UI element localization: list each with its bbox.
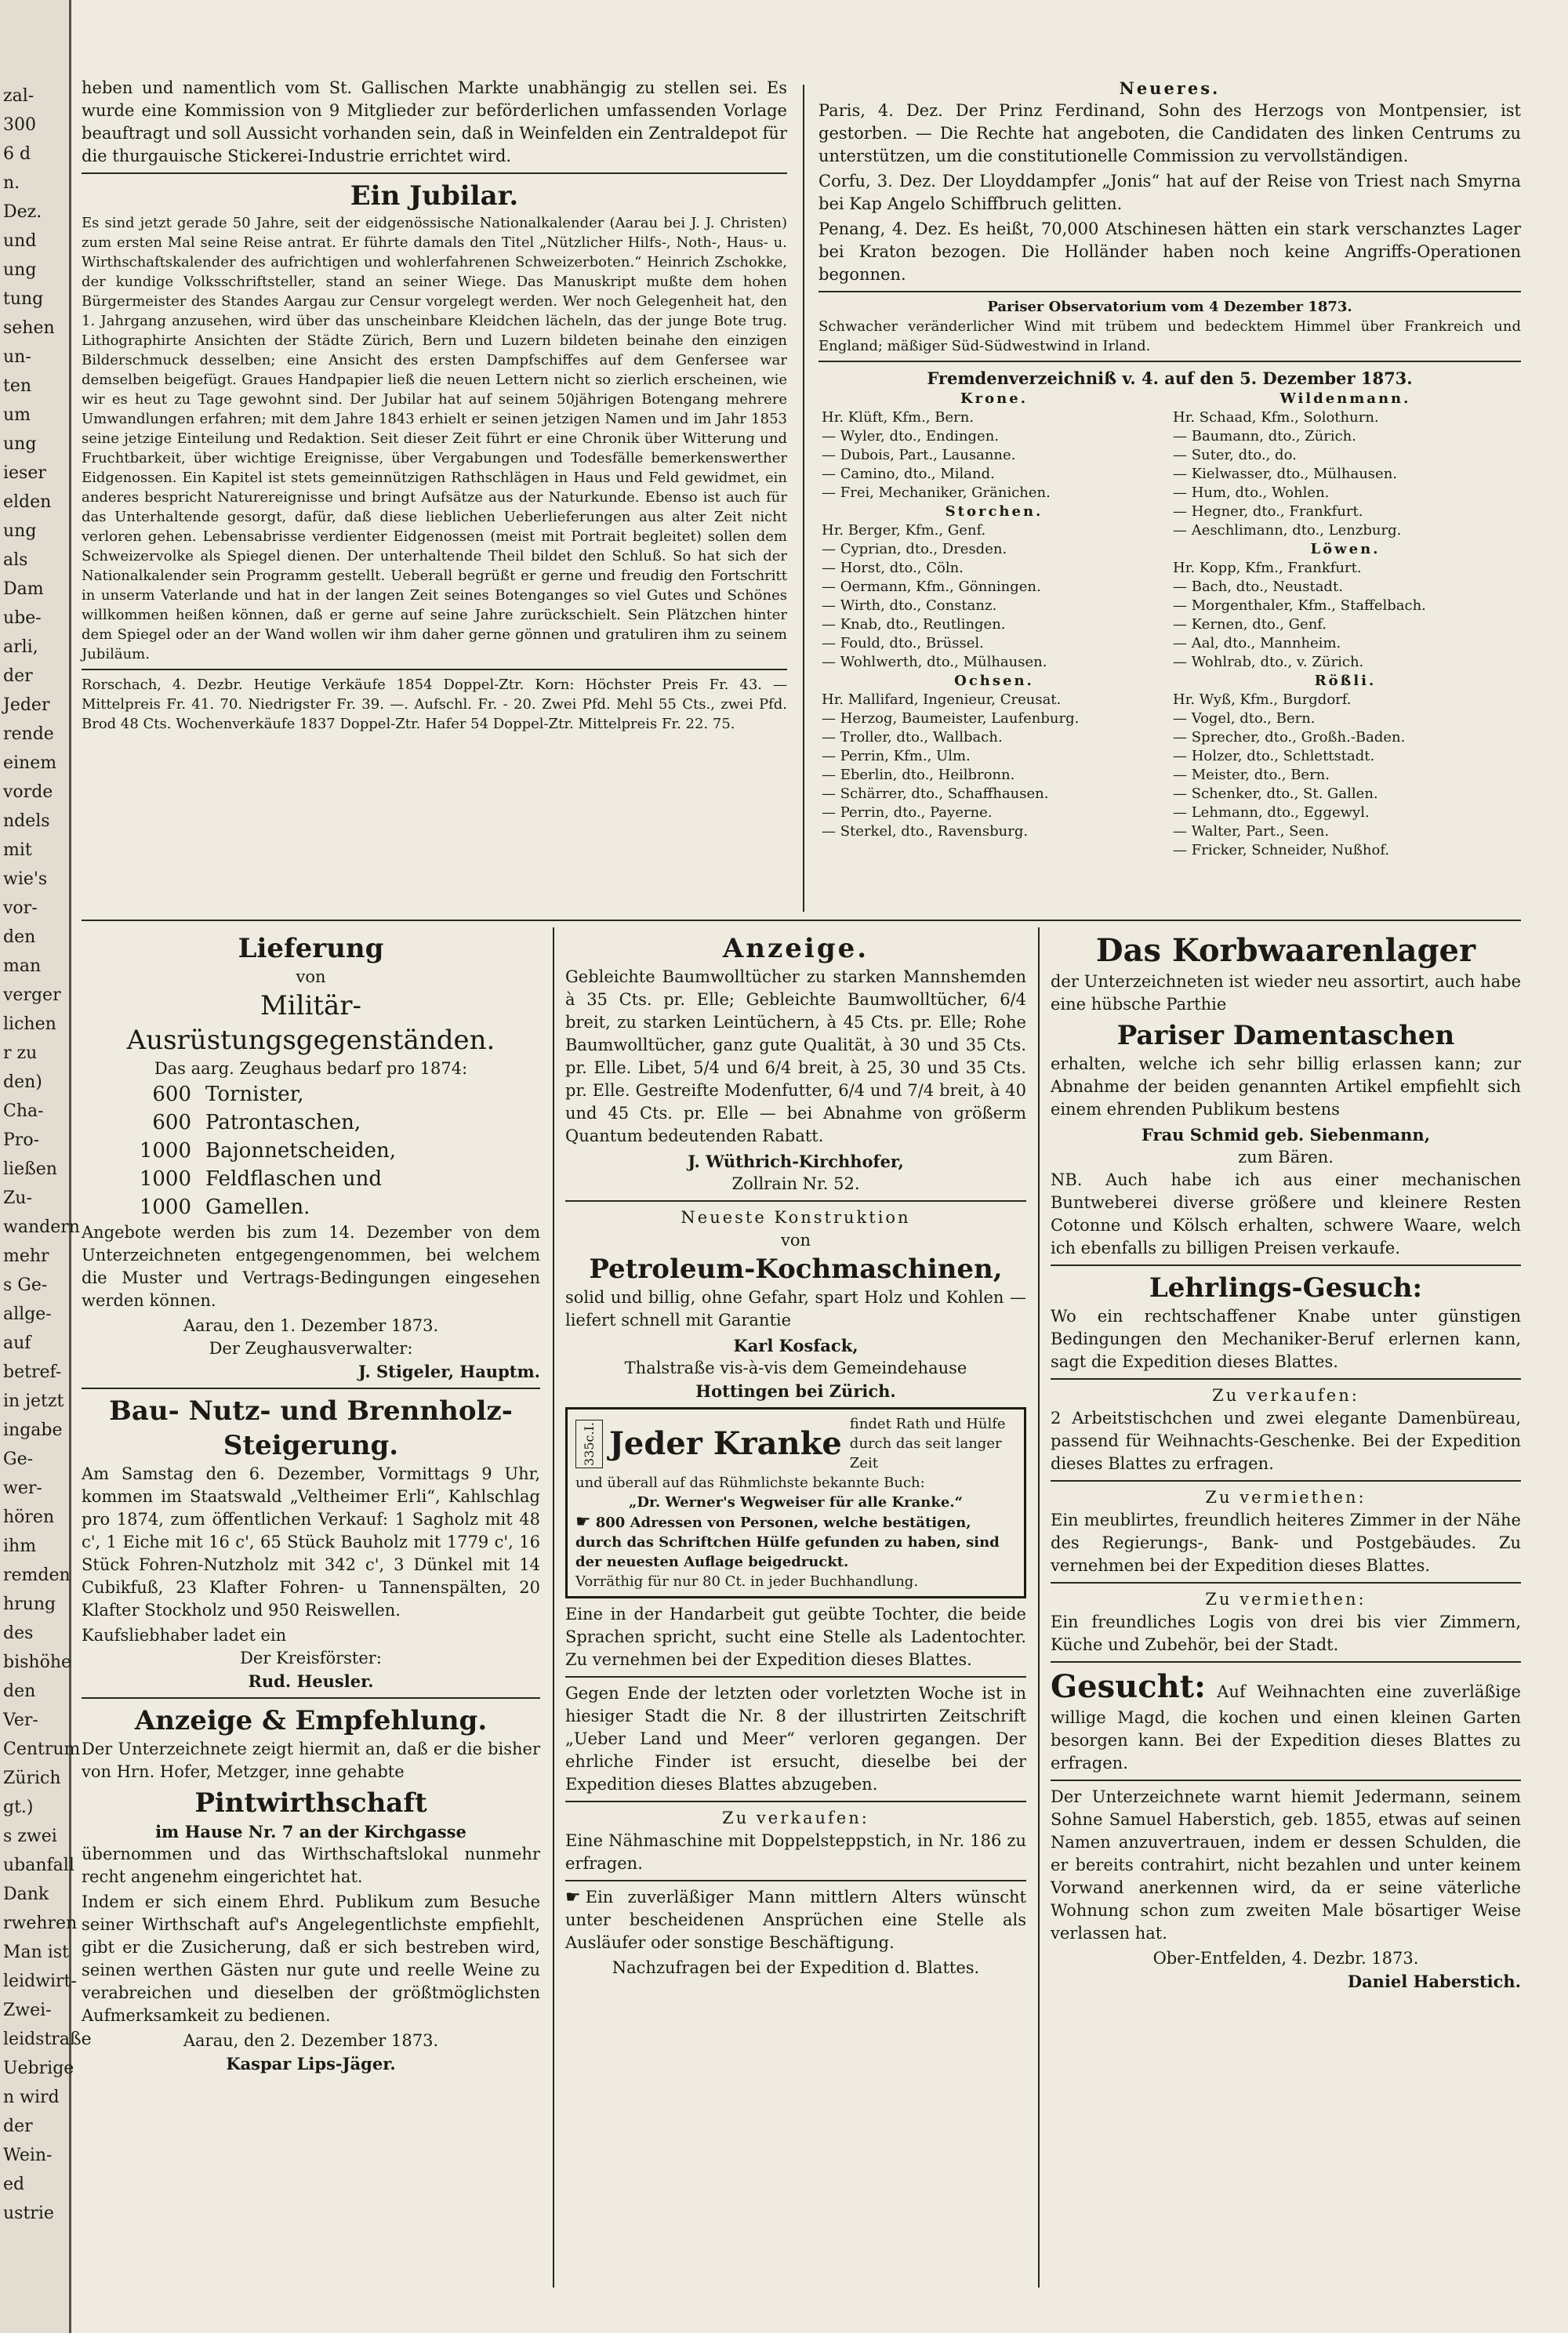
guest-entry: — Wohlrab, dto., v. Zürich. (1173, 654, 1364, 670)
margin-fragment: n. (3, 173, 20, 193)
naehmaschine-text: Eine Nähmaschine mit Doppelsteppstich, in Nr. 186 zu erfragen. (565, 1831, 1026, 1873)
lieferung-items (82, 1080, 540, 1221)
guest-entry: — Aal, dto., Mannheim. (1173, 635, 1341, 651)
lieferung-text: Angebote werden bis zum 14. Dezember von dem Unterzeichneten entgegengenommen, bei welchem die Muster und Vertrags-Bedingungen eingesehen werden können. (82, 1223, 540, 1310)
holz-signature: Rud. Heusler. (248, 1671, 374, 1691)
verloren-ad: Gegen Ende der letzten oder vorletzten Woche ist in hiesiger Stadt die Nr. 8 der illustrirten Zeitschrift „Ueber Land und Meer“ verloren gegangen. Der ehrliche Finder ist ersucht, dieselbe bei der Expedition dieses Blattes abzugeben. (565, 1684, 1026, 1794)
guest-entry: — Sterkel, dto., Ravensburg. (822, 823, 1029, 840)
margin-fragment: hören (3, 1508, 55, 1527)
guest-entry: — Suter, dto., do. (1173, 447, 1297, 463)
margin-fragment: lichen (3, 1014, 56, 1034)
margin-fragment: 6 d (3, 144, 31, 164)
margin-fragment: 300 (3, 115, 36, 135)
jubilar-article: Es sind jetzt gerade 50 Jahre, seit der eidgenössische Nationalkalender (Aarau bei J. J. Christen) zum ersten Mal seine Reise antrat. Er führte damals den Titel „Nützlicher Hilfs-, Noth-, Haus- u. Wirthschaftskalender des aufrichtigen und wohlerfahrenen Schweizerboten.“ Heinrich Zschokke, der kundige Volksschriftsteller, stand an seiner Wiege. Das Manuskript mußte dem hohen Bürgermeister des Standes Aargau zur Censur vorgelegt werden. Wer noch Gelegenheit hat, den 1. Jahrgang anzusehen, wird über das unscheinbare Kleidchen lächeln, das der junge Bote trug. Lithographirte Ansichten der Städte Zürich, Bern und Luzern bildeten beinahe den einzigen Bilderschmuck desselben; eine Ansicht des ersten Dampfschiffes auf dem Genfersee war demselben beigefügt. Graues Handpapier ließ die neuen Lettern nicht so zierlich erscheinen, wie wir es heut zu Tage gewohnt sind. Der Jubilar hat auf seinem 50jährigen Botengang mehrere Umwandlungen erfahren; mit dem Jahre 1843 erhielt er seinen jetzigen Namen und im Jahr 1853 seine jetzige Einteilung und Redaktion. Seit dieser Zeit führt er eine Chronik über Witterung und Fruchtbarkeit, über wichtige Ereignisse, über Vergabungen und Todesfälle bemerkenswerther Eidgenossen. Ein Kapitel ist stets gemeinnützigen Rathschlägen in Haus und Feld gewidmet, ein anderes bespricht Naturereignisse und bringt Aufsätze aus der Naturkunde. Ebenso ist auch für das Unterhaltende gesorgt, dafür, daß diese lieblichen Ueberlieferungen aus alter Zeit nicht verloren gehen. Lebensabrisse verdienter Eidgenossen (meist mit Portrait begleitet) sollen dem Schweizervolke als Spiegel dienen. Der unterhaltende Theil bildet den Schluß. So hat sich der Nationalkalender sein Programm gestellt. Ueberall begrüßt er gerne und freudig den Fortschritt in unserm Vaterlande und hat in der langen Zeit seines Botenganges so viel Gutes und Schönes willkommen heißen können, daß er gerne auf seine Jahre zurückschielt. Sein Plätzchen hinter dem Spiegel oder an der Wand wollen wir ihm daher gerne gönnen und gratuliren ihm zu seinem Jubiläum. (82, 215, 787, 662)
supply-quantity: 600 (152, 1083, 191, 1106)
margin-fragment: leidwirt- (3, 1972, 77, 1991)
guest-entry: — Baumann, dto., Zürich. (1173, 428, 1356, 444)
guest-entry: — Knab, dto., Reutlingen. (822, 616, 1006, 633)
margin-fragment: Dez. (3, 202, 42, 222)
empfehlung-text-2: übernommen und das Wirthschaftslokal nunmehr recht angenehm eingerichtet hat. (82, 1845, 540, 1886)
guest-entry: — Frei, Mechaniker, Gränichen. (822, 484, 1051, 501)
rule (82, 669, 787, 670)
guest-entry: — Cyprian, dto., Dresden. (822, 541, 1007, 557)
rule (82, 1388, 540, 1389)
margin-fragment: Jeder (3, 695, 50, 715)
margin-fragment: als (3, 550, 28, 570)
guest-entry: — Aeschlimann, dto., Lenzburg. (1173, 522, 1402, 539)
margin-fragment: ten (3, 376, 32, 396)
margin-fragment: auf (3, 1333, 31, 1353)
newspaper-page (82, 77, 1524, 2288)
margin-fragment: Wein- (3, 2146, 53, 2165)
supply-item (82, 1137, 540, 1165)
market-report: Rorschach, 4. Dezbr. Heutige Verkäufe 1854 Doppel-Ztr. Korn: Höchster Preis Fr. 43. — Mittelpreis Fr. 41. 70. Niedrigster Fr. 39. —. Aufschl. Fr. - 20. Zwei Pfd. Mehl 55 Cts., zwei Pfd. Brod 48 Cts. Wochenverkäufe 1837 Doppel-Ztr. Hafer 54 Doppel-Ztr. Mittelpreis Fr. 22. 75. (82, 677, 787, 732)
inn-name: Rößli. (1314, 673, 1377, 689)
margin-fragment: verger (3, 985, 61, 1005)
supply-quantity: 600 (152, 1111, 191, 1134)
margin-fragment: gt.) (3, 1798, 34, 1817)
kranke-text-2: 800 Adressen von Personen, welche bestätigen, durch das Schriftchen Hülfe gefunden zu haben, sind der neuesten Auflage beigedruckt. (575, 1515, 1000, 1570)
margin-fragment: Dank (3, 1885, 49, 1904)
rule (565, 1801, 1026, 1802)
empfehlung-title: Anzeige & Empfehlung. (134, 1705, 488, 1736)
news-title: Neueres. (1119, 78, 1221, 98)
rule (1051, 1480, 1521, 1482)
gesucht-title: Gesucht: (1051, 1668, 1206, 1705)
pintwirthschaft-title: Pintwirthschaft (194, 1787, 427, 1819)
warnung-text: Der Unterzeichnete warnt hiemit Jedermann, seinem Sohne Samuel Haberstich, geb. 1855, etwas auf seinen Namen anzuvertrauen, indem er dessen Schulden, die er bereits contrahirt, nicht bezahlen und unter keinem Vorwand anerkennen wird, da er seine väterliche Wohnung schon zum zweiten Male bösartiger Weise verlassen hat. (1051, 1787, 1521, 1943)
margin-fragment: man (3, 956, 42, 976)
margin-fragment: rende (3, 724, 54, 744)
inn-name: Ochsen. (954, 673, 1034, 689)
korbwaaren-text-2: erhalten, welche ich sehr billig erlassen kann; zur Abnahme der beiden genannten Artikel empfiehlt sich einem ehrenden Publikum bestens (1051, 1054, 1521, 1119)
holz-title-1: Bau- Nutz- und Brennholz- (109, 1395, 513, 1427)
korbwaaren-title: Das Korbwaarenlager (1095, 932, 1476, 969)
margin-fragment: den (3, 927, 36, 947)
supply-item (82, 1193, 540, 1221)
supply-article: Bajonnetscheiden, (205, 1139, 397, 1163)
guest-entry: Hr. Berger, Kfm., Genf. (822, 522, 986, 539)
margin-fragment: elden (3, 492, 52, 512)
margin-fragment: ube- (3, 608, 42, 628)
margin-fragment: Ge- (3, 1450, 34, 1469)
guest-entry: — Dubois, Part., Lausanne. (822, 447, 1016, 463)
margin-fragment: in jetzt (3, 1391, 64, 1411)
margin-fragment: remden (3, 1566, 71, 1585)
margin-fragment: und (3, 231, 37, 251)
guest-entry: — Wirth, dto., Constanz. (822, 597, 997, 614)
verkaufen-text: 2 Arbeitstischchen und zwei elegante Damenbüreau, passend für Weihnachts-Geschenke. Bei der Expedition dieses Blattes zu erfragen. (1051, 1409, 1521, 1473)
section-divider (82, 920, 1521, 921)
margin-fragment: ieser (3, 463, 46, 483)
damentaschen-title: Pariser Damentaschen (1116, 1020, 1455, 1051)
column-divider (803, 85, 804, 912)
supply-article: Patrontaschen, (205, 1111, 361, 1134)
visitor-list (818, 390, 1521, 860)
margin-fragment: mehr (3, 1246, 49, 1266)
rule (1051, 1582, 1521, 1584)
rule (82, 1697, 540, 1699)
lieferung-signature: J. Stigeler, Hauptm. (358, 1362, 540, 1381)
empfehlung-text-1: Der Unterzeichnete zeigt hiermit an, daß er die bisher von Hrn. Hofer, Metzger, inne gehabte (82, 1740, 540, 1781)
guest-entry: — Herzog, Baumeister, Laufenburg. (822, 710, 1080, 727)
empfehlung-date: Aarau, den 2. Dezember 1873. (183, 2031, 439, 2050)
margin-fragment: ung (3, 521, 37, 541)
empfehlung-text-3: Indem er sich einem Ehrd. Publikum zum Besuche seiner Wirthschaft auf's Angelegentlichste empfiehlt, gibt er die Zusicherung, daß er sich bestreben wird, seinen werthen Gästen nur gute und reelle Weine zu verabreichen und dieselben der größtmöglichsten Aufmerksamkeit zu bedienen. (82, 1892, 540, 2025)
margin-fragment: r zu (3, 1043, 38, 1063)
kochmaschinen-address: Thalstraße vis-à-vis dem Gemeindehause (624, 1359, 967, 1377)
kochmaschinen-text: solid und billig, ohne Gefahr, spart Holz und Kohlen — liefert schnell mit Garantie (565, 1288, 1026, 1330)
lieferung-role: Der Zeughausverwalter: (209, 1339, 413, 1358)
naehmaschine-title: Zu verkaufen: (722, 1809, 869, 1827)
margin-fragment: Zu- (3, 1188, 32, 1208)
continued-article: heben und namentlich vom St. Gallischen Markte unabhängig zu stellen sei. Es wurde eine Kommission von 9 Mitglieder zur beförderlichen umfassenden Vorlage beauftragt und soll Aussicht vorhanden sein, daß in Weinfelden ein Zentraldepot für die thurgauische Stickerei-Industrie errichtet wird. (82, 78, 787, 165)
inn-name: Wildenmann. (1279, 390, 1411, 407)
margin-fragment: ingabe (3, 1420, 63, 1440)
margin-fragment: Cha- (3, 1101, 44, 1121)
margin-fragment: den) (3, 1072, 42, 1092)
margin-fragment: Man ist (3, 1943, 69, 1962)
news-penang: Penang, 4. Dez. Es heißt, 70,000 Atschinesen hätten ein stark verschanztes Lager bei Kraton bezogen. Die Holländer haben noch keine Angriffs-Operationen begonnen. (818, 220, 1521, 284)
margin-fragment: allge- (3, 1304, 52, 1324)
guest-entry: — Wyler, dto., Endingen. (822, 428, 1000, 444)
holz-invite: Kaufsliebhaber ladet ein (82, 1626, 287, 1645)
lehrling-title: Lehrlings-Gesuch: (1149, 1272, 1423, 1304)
supply-item (82, 1108, 540, 1137)
bottom-column-2 (565, 931, 1026, 1979)
holz-text: Am Samstag den 6. Dezember, Vormittags 9 Uhr, kommen im Staatswald „Veltheimer Erli“, Kahlschlag pro 1874, zum öffentlichen Verkauf: 1 Sagholz mit 48 c', 1 Eiche mit 16 c', 65 Stück Bauholz mit 1779 c', 16 Stück Fohren-Nutzholz mit 342 c', 3 Dünkel mit 14 Cubikfuß, 23 Klafter Fohren- u Tannenspälten, 20 Klafter Stockholz und 950 Reiswellen. (82, 1464, 540, 1620)
column-divider (1038, 927, 1040, 2288)
lieferung-intro: Das aarg. Zeughaus bedarf pro 1874: (154, 1059, 468, 1078)
logis-text: Ein freundliches Logis von drei bis vier Zimmern, Küche und Zubehör, bei der Stadt. (1051, 1613, 1521, 1654)
gesucht-text: Auf Weihnachten eine zuverläßige willige Magd, die kochen und einen kleinen Garten besorgen kann. Bei der Expedition dieses Blattes zu erfragen. (1051, 1682, 1521, 1772)
pintwirthschaft-address: im Hause Nr. 7 an der Kirchgasse (155, 1822, 466, 1841)
news-korfu: Corfu, 3. Dez. Der Lloyddampfer „Jonis“ hat auf der Reise von Triest nach Smyrna bei Kap Angelo Schiffbruch gelitten. (818, 172, 1521, 213)
supply-article: Gamellen. (205, 1196, 310, 1219)
guest-entry: — Schenker, dto., St. Gallen. (1173, 786, 1378, 802)
zimmer-text: Ein meublirtes, freundlich heiteres Zimmer in der Nähe des Regierungs-, Bank- und Postgebäudes. Zu vernehmen bei der Expedition dieses Blattes. (1051, 1511, 1521, 1575)
kochmaschinen-von: von (780, 1231, 811, 1250)
margin-fragment: um (3, 405, 31, 425)
margin-fragment: un- (3, 347, 31, 367)
margin-fragment: betref- (3, 1362, 62, 1382)
margin-fragment: des (3, 1624, 34, 1643)
margin-fragment: s Ge- (3, 1275, 48, 1295)
kranke-title: Jeder Kranke (609, 1424, 842, 1462)
kochmaschinen-signature: Karl Kosfack, (733, 1336, 858, 1355)
left-margin-strip (0, 0, 92, 2333)
margin-fragment: mit (3, 840, 32, 860)
margin-fragment: den (3, 1682, 36, 1701)
rule (565, 1676, 1026, 1678)
rule (1051, 1378, 1521, 1380)
supply-quantity: 1000 (139, 1167, 191, 1191)
empfehlung-signature: Kaspar Lips-Jäger. (226, 2054, 396, 2074)
supply-article: Feldflaschen und (205, 1167, 382, 1191)
margin-fragment: einem (3, 753, 57, 773)
guest-entry: — Meister, dto., Bern. (1173, 767, 1330, 783)
supply-quantity: 1000 (139, 1196, 191, 1219)
guest-entry: — Kielwasser, dto., Mülhausen. (1173, 466, 1398, 482)
margin-fragment: Dam (3, 579, 44, 599)
guest-entry: — Camino, dto., Miland. (822, 466, 995, 482)
margin-fragment: ustrie (3, 2204, 54, 2223)
guest-entry: Hr. Klüft, Kfm., Bern. (822, 409, 975, 426)
visitor-list-title: Fremdenverzeichniß v. 4. auf den 5. Dezember 1873. (927, 368, 1413, 388)
margin-fragment: Zwei- (3, 2001, 52, 2020)
margin-fragment: ubanfall (3, 1856, 74, 1875)
observatory-title: Pariser Observatorium vom 4 Dezember 1873. (987, 299, 1352, 315)
guest-entry: — Schärrer, dto., Schaffhausen. (822, 786, 1049, 802)
margin-fragment: ließen (3, 1159, 57, 1179)
pointing-hand-icon: ☛ (575, 1512, 591, 1532)
top-right-column (818, 77, 1521, 860)
margin-fragment: wandern (3, 1217, 80, 1237)
margin-fragment: ihm (3, 1537, 37, 1556)
guest-entry: — Horst, dto., Cöln. (822, 560, 964, 576)
guest-entry: Hr. Mallifard, Ingenieur, Creusat. (822, 691, 1062, 708)
margin-fragment: s zwei (3, 1827, 57, 1846)
rule (565, 1880, 1026, 1881)
guest-entry: — Kernen, dto., Genf. (1173, 616, 1327, 633)
margin-fragment: hrung (3, 1595, 56, 1614)
supply-item (82, 1165, 540, 1193)
margin-fragment: Zürich (3, 1769, 61, 1788)
guest-entry: — Bach, dto., Neustadt. (1173, 579, 1343, 595)
margin-fragment: tung (3, 289, 44, 309)
guest-entry: — Holzer, dto., Schlettstadt. (1173, 748, 1375, 764)
auslaeufer-contact: Nachzufragen bei der Expedition d. Blattes. (612, 1958, 980, 1977)
korbwaaren-address: zum Bären. (1238, 1148, 1334, 1166)
lieferung-von: von (296, 967, 326, 986)
rule (1051, 1264, 1521, 1266)
margin-fragment: leidstraße (3, 2030, 92, 2049)
margin-fragment: ed (3, 2175, 25, 2194)
ladentochter-ad: Eine in der Handarbeit gut geübte Tochter, die beide Sprachen spricht, sucht eine Stelle als Ladentochter. Zu vernehmen bei der Expedition dieses Blattes. (565, 1605, 1026, 1669)
margin-fragment: wer- (3, 1479, 42, 1498)
inn-name: Löwen. (1310, 541, 1381, 557)
inn-name: Storchen. (945, 503, 1044, 520)
margin-fragment: arli, (3, 637, 38, 657)
rule (1051, 1661, 1521, 1663)
korbwaaren-signature: Frau Schmid geb. Siebenmann, (1141, 1125, 1431, 1145)
news-paris: Paris, 4. Dez. Der Prinz Ferdinand, Sohn des Herzogs von Montpensier, ist gestorben. — Die Rechte hat angeboten, die Candidaten des linken Centrums zu unterstützen, um die constitutionelle Commission zu vervollständigen. (818, 101, 1521, 165)
guest-entry: — Oermann, Kfm., Gönningen. (822, 579, 1041, 595)
guest-entry: — Walter, Part., Seen. (1173, 823, 1330, 840)
kranke-text-3: Vorräthig für nur 80 Ct. in jeder Buchhandlung. (575, 1573, 919, 1590)
visitor-list-right (1170, 390, 1521, 860)
guest-entry: Hr. Schaad, Kfm., Solothurn. (1173, 409, 1379, 426)
guest-entry: — Perrin, dto., Payerne. (822, 804, 993, 821)
bottom-column-3 (1051, 931, 1521, 1993)
kranke-box-ad (565, 1407, 1026, 1598)
margin-fragment: der (3, 2117, 33, 2136)
anzeige-address: Zollrain Nr. 52. (731, 1174, 860, 1193)
verkaufen-title: Zu verkaufen: (1212, 1386, 1359, 1405)
korbwaaren-nb: NB. Auch habe ich aus einer mechanischen Buntweberei diverse größere und kleinere Resten Cotonne und Kölsch erhalten, schwere Waare, welch ich ebenfalls zu billigen Preisen verkaufe. (1051, 1170, 1521, 1257)
rule (82, 172, 787, 174)
observatory-report: Schwacher veränderlicher Wind mit trübem und bedecktem Himmel über Frankreich und England; mäßiger Süd-Südwestwind in Irland. (818, 318, 1521, 354)
lieferung-subtitle: Militär-Ausrüstungsgegenständen. (126, 990, 495, 1056)
warnung-date: Ober-Entfelden, 4. Dezbr. 1873. (1152, 1949, 1419, 1968)
guest-entry: — Lehmann, dto., Eggewyl. (1173, 804, 1370, 821)
holz-role: Der Kreisförster: (240, 1649, 382, 1667)
margin-fragment: sehen (3, 318, 55, 338)
kochmaschinen-intro: Neueste Konstruktion (681, 1208, 911, 1227)
column-divider (553, 927, 554, 2288)
margin-fragment: vor- (3, 898, 38, 918)
margin-fragment: ung (3, 434, 37, 454)
margin-fragment: n wird (3, 2088, 60, 2107)
jubilar-title: Ein Jubilar. (350, 180, 519, 212)
guest-entry: Hr. Kopp, Kfm., Frankfurt. (1173, 560, 1362, 576)
pointing-hand-icon: ☛ (565, 1888, 581, 1907)
supply-article: Tornister, (205, 1083, 304, 1106)
inn-name: Krone. (960, 390, 1028, 407)
bottom-column-1 (82, 931, 540, 2075)
rule (818, 361, 1521, 362)
kochmaschinen-place: Hottingen bei Zürich. (695, 1381, 896, 1401)
margin-fragment: zal- (3, 86, 34, 106)
kranke-book-title: „Dr. Werner's Wegweiser für alle Kranke.“ (629, 1494, 963, 1511)
margin-fragment: ung (3, 260, 37, 280)
margin-fragment: ndels (3, 811, 50, 831)
margin-fragment: der (3, 666, 33, 686)
margin-fragment: Centrum (3, 1740, 81, 1759)
guest-entry: — Sprecher, dto., Großh.-Baden. (1173, 729, 1406, 746)
guest-entry: — Eberlin, dto., Heilbronn. (822, 767, 1015, 783)
kranke-text-1: und überall auf das Rühmlichste bekannte Buch: (575, 1475, 925, 1491)
margin-fragment: vorde (3, 782, 53, 802)
top-left-column (82, 77, 787, 736)
guest-entry: — Fould, dto., Brüssel. (822, 635, 984, 651)
anzeige-text: Gebleichte Baumwolltücher zu starken Mannshemden à 35 Cts. pr. Elle; Gebleichte Baumwolltücher, 6/4 breit, zu starken Leintüchern, à 45 Cts. pr. Elle; Rohe Baumwolltücher, ganz gute Qualität, à 30 und 35 Cts. pr. Elle. Libet, 5/4 und 6/4 breit, à 25, 30 und 35 Cts. pr. Elle. Gestreifte Modenfutter, 6/4 und 7/4 breit, à 40 und 45 Cts. pr. Elle — bei Abnahme von größerm Quantum bedeutenden Rabatt. (565, 967, 1026, 1145)
supply-quantity: 1000 (139, 1139, 191, 1163)
warnung-signature: Daniel Haberstich. (1347, 1972, 1521, 1991)
kranke-side-text: findet Rath und Hülfe durch das seit langer Zeit (849, 1416, 1006, 1471)
anzeige-signature: J. Wüthrich-Kirchhofer, (688, 1152, 904, 1171)
guest-entry: — Morgenthaler, Kfm., Staffelbach. (1173, 597, 1426, 614)
rule (818, 291, 1521, 292)
margin-fragment: Uebrige (3, 2059, 74, 2078)
rule (565, 1200, 1026, 1202)
guest-entry: — Vogel, dto., Bern. (1173, 710, 1316, 727)
guest-entry: — Hegner, dto., Frankfurt. (1173, 503, 1363, 520)
lehrling-text: Wo ein rechtschaffener Knabe unter günstigen Bedingungen den Mechaniker-Beruf erlernen kann, sagt die Expedition dieses Blattes. (1051, 1307, 1521, 1371)
lieferung-title: Lieferung (238, 933, 384, 964)
logis-title: Zu vermiethen: (1205, 1590, 1367, 1609)
guest-entry: — Fricker, Schneider, Nußhof. (1173, 842, 1390, 858)
guest-entry: — Wohlwerth, dto., Mülhausen. (822, 654, 1047, 670)
guest-entry: — Hum, dto., Wohlen. (1173, 484, 1330, 501)
kochmaschinen-title: Petroleum-Kochmaschinen, (589, 1254, 1003, 1285)
margin-fragment: wie's (3, 869, 48, 889)
visitor-list-left (818, 390, 1170, 860)
rule (1051, 1780, 1521, 1781)
anzeige-title: Anzeige. (722, 933, 869, 964)
margin-fragment: Pro- (3, 1130, 39, 1150)
zimmer-title: Zu vermiethen: (1205, 1488, 1367, 1507)
margin-fragment: bishöhe (3, 1653, 72, 1672)
holz-title-2: Steigerung. (223, 1430, 399, 1461)
guest-entry: — Perrin, Kfm., Ulm. (822, 748, 971, 764)
supply-item (82, 1080, 540, 1108)
ad-stamp: 335c.I. (575, 1420, 603, 1468)
guest-entry: Hr. Wyß, Kfm., Burgdorf. (1173, 691, 1352, 708)
margin-fragment: rwehren (3, 1914, 78, 1933)
margin-fragment: Ver- (3, 1711, 38, 1730)
lieferung-date: Aarau, den 1. Dezember 1873. (183, 1316, 439, 1335)
auslaeufer-text: Ein zuverläßiger Mann mittlern Alters wünscht unter bescheidenen Ansprüchen eine Stelle als Ausläufer oder sonstige Beschäftigung. (565, 1888, 1026, 1952)
korbwaaren-text-1: der Unterzeichneten ist wieder neu assortirt, auch habe eine hübsche Parthie (1051, 972, 1521, 1014)
guest-entry: — Troller, dto., Wallbach. (822, 729, 1003, 746)
